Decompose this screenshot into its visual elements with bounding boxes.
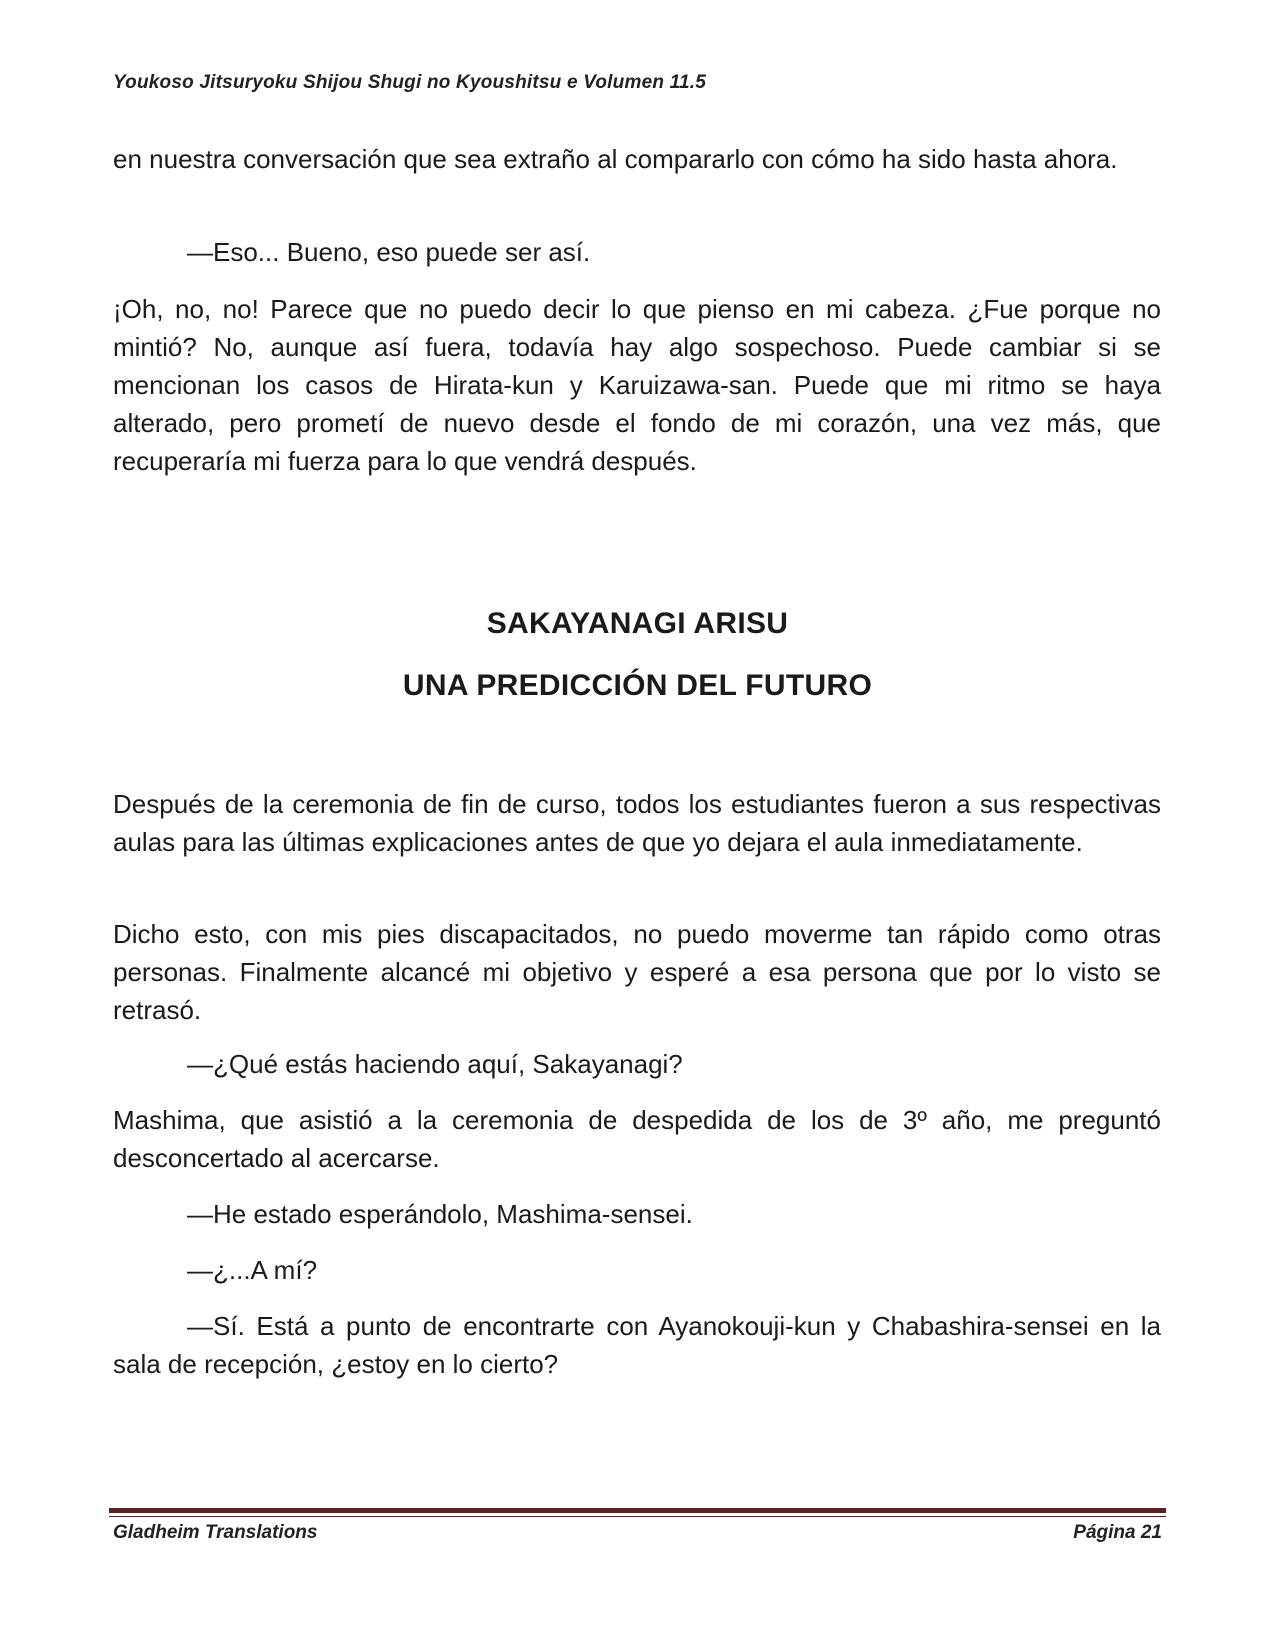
dialogue-line-5: —Sí. Está a punto de encontrarte con Ayanokouji-kun y Chabashira-sensei en la sala de recepción, ¿estoy en lo cierto? — [113, 1311, 1161, 1379]
dialogue-line-4: —¿...A mí? — [187, 1255, 318, 1285]
footer-rule-thin — [109, 1516, 1166, 1517]
running-header: Youkoso Jitsuryoku Shijou Shugi no Kyoushitsu e Volumen 11.5 — [113, 72, 706, 93]
footer-rule-thick — [109, 1508, 1166, 1513]
footer-page-number: Página 21 — [1073, 1522, 1162, 1543]
dialogue-line-3: —He estado esperándolo, Mashima-sensei. — [187, 1199, 693, 1229]
chapter-subtitle: UNA PREDICCIÓN DEL FUTURO — [402, 669, 873, 702]
footer-publisher: Gladheim Translations — [113, 1522, 318, 1543]
dialogue-line-2: —¿Qué estás haciendo aquí, Sakayanagi? — [187, 1049, 683, 1079]
paragraph-4: Dicho esto, con mis pies discapacitados, no puedo moverme tan rápido como otras personas. Finalmente alcancé mi objetivo y esperé a esa persona que por lo visto se retrasó. — [113, 919, 1161, 1025]
paragraph-5: Mashima, que asistió a la ceremonia de despedida de los de 3º año, me preguntó desconcertado al acercarse. — [113, 1105, 1161, 1173]
paragraph-1: en nuestra conversación que sea extraño al compararlo con cómo ha sido hasta ahora. — [113, 144, 1118, 174]
chapter-name: SAKAYANAGI ARISU — [486, 607, 789, 640]
paragraph-2: ¡Oh, no, no! Parece que no puedo decir lo que pienso en mi cabeza. ¿Fue porque no mintió? No, aunque así fuera, todavía hay algo sospechoso. Puede cambiar si se mencionan los casos de Hirata-kun y Karuizawa-san. Puede que mi ritmo se haya alterado, pero prometí de nuevo desde el fondo de mi corazón, una vez más, que recuperaría mi fuerza para lo que vendrá después. — [113, 294, 1161, 476]
dialogue-line-1: —Eso... Bueno, eso puede ser así. — [187, 237, 591, 267]
paragraph-3: Después de la ceremonia de fin de curso, todos los estudiantes fueron a sus respectivas aulas para las últimas explicaciones antes de que yo dejara el aula inmediatamente. — [113, 789, 1161, 857]
